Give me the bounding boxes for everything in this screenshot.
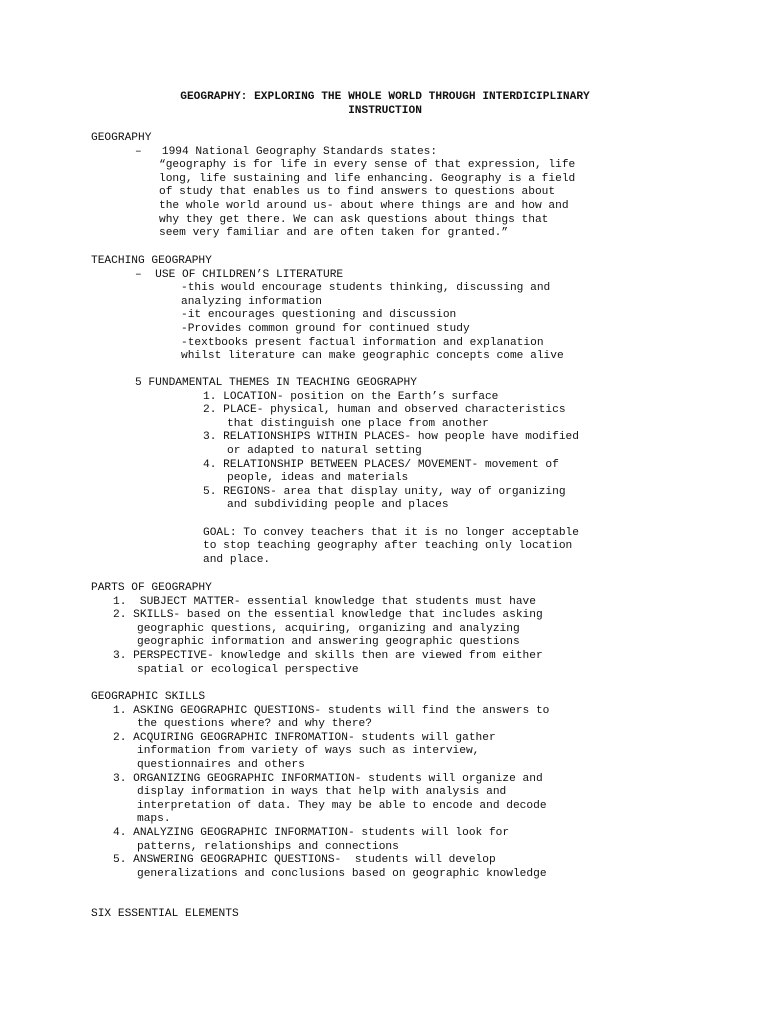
list-item: 3. PERSPECTIVE- knowledge and skills then are viewed from either <box>113 649 543 662</box>
list-item-continuation: or adapted to natural setting <box>227 444 422 457</box>
list-item-continuation: generalizations and conclusions based on geographic knowledge <box>137 867 547 880</box>
bullet-item: – USE OF CHILDREN’S LITERATURE <box>135 268 344 281</box>
list-item-continuation: maps. <box>137 813 171 826</box>
point-line: analyzing information <box>181 295 322 308</box>
point-line: -textbooks present factual information and explanation <box>181 336 544 349</box>
list-item-continuation: spatial or ecological perspective <box>137 663 359 676</box>
list-item-continuation: the questions where? and why there? <box>137 718 372 731</box>
point-line: -it encourages questioning and discussion <box>181 309 457 322</box>
quote-line: seem very familiar and are often taken for granted.” <box>159 227 509 240</box>
list-item-continuation: and subdividing people and places <box>227 499 449 512</box>
quote-line: the whole world around us- about where things are and how and <box>159 199 569 212</box>
list-item: 2. SKILLS- based on the essential knowledge that includes asking <box>113 609 543 622</box>
point-line: -Provides common ground for continued study <box>181 322 470 335</box>
geography-section <box>0 132 575 241</box>
blank-line <box>0 513 579 527</box>
quote-line: “geography is for life in every sense of that expression, life <box>159 159 576 172</box>
list-item: 5. REGIONS- area that display unity, way of organizing <box>203 485 566 498</box>
list-item-continuation: patterns, relationships and connections <box>137 840 399 853</box>
list-item-continuation: interpretation of data. They may be able to encode and decode <box>137 799 547 812</box>
quote-line: long, life sustaining and life enhancing. Geography is a field <box>159 172 576 185</box>
point-line: -this would encourage students thinking, discussing and <box>181 282 551 295</box>
themes-section <box>0 377 579 567</box>
title-line: GEOGRAPHY: EXPLORING THE WHOLE WORLD THROUGH INTERDICIPLINARY <box>180 91 590 103</box>
goal-line: to stop teaching geography after teaching only location <box>203 540 573 553</box>
list-item: 2. ACQUIRING GEOGRAPHIC INFROMATION- students will gather <box>113 731 496 744</box>
list-item: 3. ORGANIZING GEOGRAPHIC INFORMATION- students will organize and <box>113 772 543 785</box>
list-item: 1. LOCATION- position on the Earth’s surface <box>203 390 499 403</box>
quote-line: of study that enables us to find answers to questions about <box>159 186 556 199</box>
list-item: 3. RELATIONSHIPS WITHIN PLACES- how people have modified <box>203 431 579 444</box>
skills-section <box>0 691 549 881</box>
list-item-continuation: that distinguish one place from another <box>227 417 489 430</box>
six-elements-section <box>0 908 239 922</box>
list-item: 4. RELATIONSHIP BETWEEN PLACES/ MOVEMENT- movement of <box>203 458 559 471</box>
list-item-continuation: questionnaires and others <box>137 758 305 771</box>
section-heading: PARTS OF GEOGRAPHY <box>91 582 212 594</box>
goal-line: and place. <box>203 553 271 566</box>
goal-line: GOAL: To convey teachers that it is no longer acceptable <box>203 526 579 539</box>
bullet-item: – 1994 National Geography Standards states: <box>135 145 438 158</box>
section-heading: 5 FUNDAMENTAL THEMES IN TEACHING GEOGRAPHY <box>135 377 417 389</box>
document-title <box>90 91 680 118</box>
list-item: 5. ANSWERING GEOGRAPHIC QUESTIONS- students will develop <box>113 854 496 867</box>
parts-section <box>0 582 543 677</box>
list-item: 1. ASKING GEOGRAPHIC QUESTIONS- students will find the answers to <box>113 704 550 717</box>
list-item: 4. ANALYZING GEOGRAPHIC INFORMATION- students will look for <box>113 826 510 839</box>
section-heading: GEOGRAPHIC SKILLS <box>91 691 206 703</box>
title-line: INSTRUCTION <box>348 104 422 117</box>
section-heading: GEOGRAPHY <box>91 132 152 144</box>
section-heading: TEACHING GEOGRAPHY <box>91 255 212 267</box>
list-item-continuation: geographic questions, acquiring, organizing and analyzing <box>137 622 520 635</box>
list-item-continuation: display information in ways that help with analysis and <box>137 786 507 799</box>
teaching-section <box>0 255 564 364</box>
list-item-continuation: information from variety of ways such as interview, <box>137 745 480 758</box>
section-heading: SIX ESSENTIAL ELEMENTS <box>91 908 239 920</box>
list-item: 1. SUBJECT MATTER- essential knowledge that students must have <box>113 595 536 608</box>
list-item: 2. PLACE- physical, human and observed characteristics <box>203 404 566 417</box>
quote-line: why they get there. We can ask questions about things that <box>159 213 549 226</box>
point-line: whilst literature can make geographic concepts come alive <box>181 350 564 363</box>
list-item-continuation: people, ideas and materials <box>227 472 409 485</box>
list-item-continuation: geographic information and answering geographic questions <box>137 636 520 649</box>
